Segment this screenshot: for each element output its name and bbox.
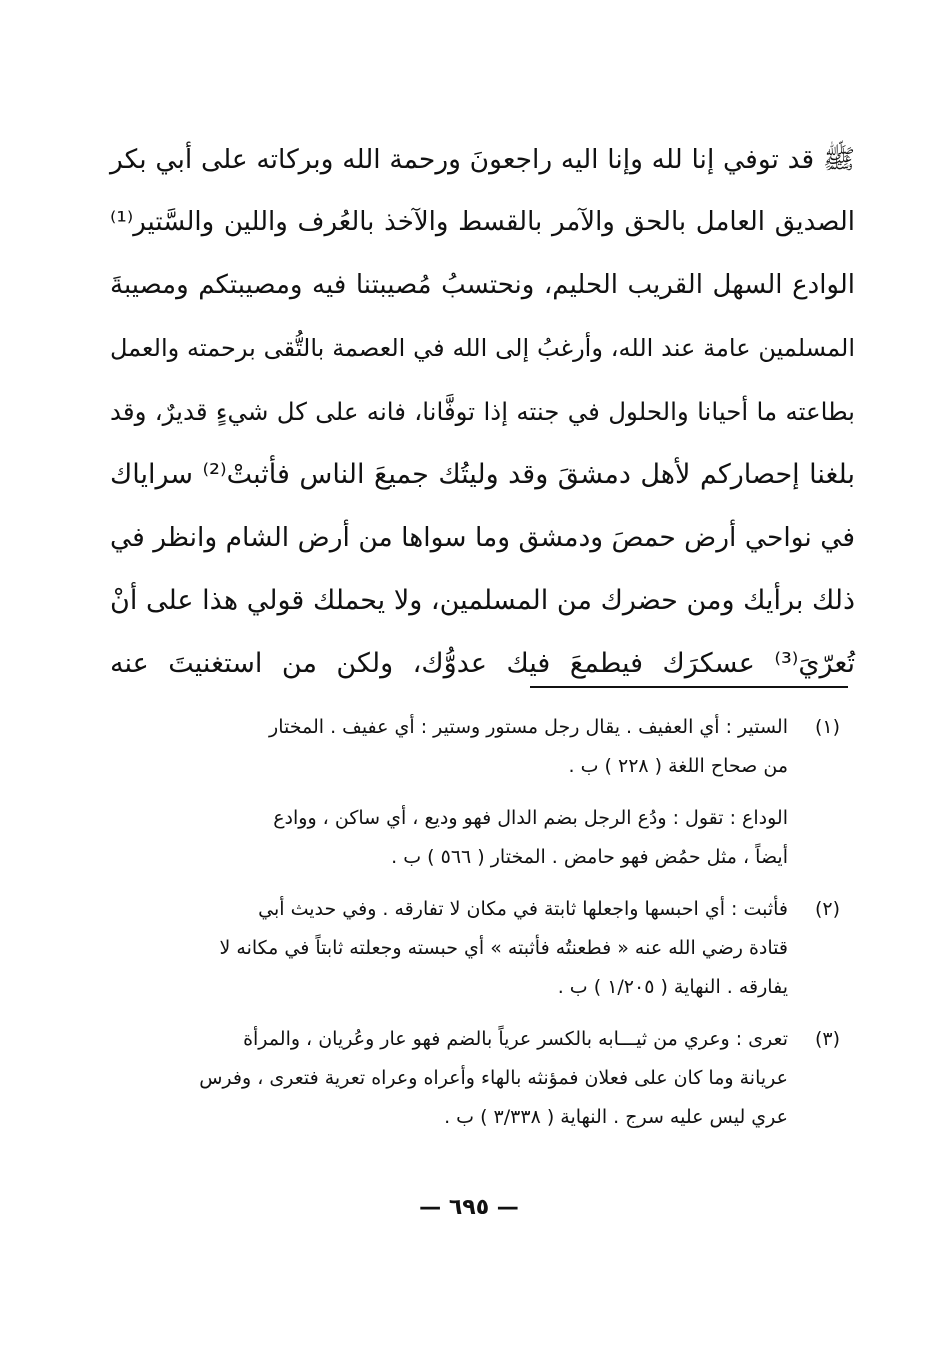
main-text-line: ذلك برأيك ومن حضرك من المسلمين، ولا يحملك قولي هذا على أنْ: [110, 585, 855, 616]
footnote-3: [140, 1020, 840, 1137]
footnote-1-continued: [140, 799, 840, 877]
main-text-line: في نواحي أرض حمصَ ودمشق وما سواها من أرض الشام وانظر في: [110, 522, 855, 553]
footnote-line: عري ليس عليه سرج . النهاية ( ٣/٣٣٨ ) ب .: [444, 1106, 788, 1128]
footnote-1: [140, 708, 840, 786]
main-text-line: بطاعته ما أحيانا والحلول في جنته إذا توفَّانا، فانه على كل شيءٍ قديرٌ، وقد: [110, 397, 855, 426]
footnote-line: قتادة رضي الله عنه « فطعنتُه فأثبته » أي حبسته وجعلته ثابتاً في مكانه لا: [219, 937, 788, 959]
footnotes-section: [140, 708, 840, 1150]
main-text-body: [110, 128, 855, 695]
main-text-line: ﷺ قد توفي إنا لله وإنا اليه راجعونَ ورحمة الله وبركاته على أبي بكر: [110, 144, 855, 175]
footnote-line: من صحاح اللغة ( ٢٢٨ ) ب .: [568, 755, 788, 777]
footnote-marker: (١): [814, 716, 840, 738]
footnote-line: يفارقه . النهاية ( ١/٢٠٥ ) ب .: [557, 976, 788, 998]
footnote-line: تعرى : وعري من ثيـــابه بالكسر عرياً بالضم فهو عار وعُريان ، والمرأة: [243, 1028, 788, 1050]
main-text-line: تُعرّيَ⁽³⁾ عسكرَك فيطمعَ فيك عدوُّك، ولكن من استغنيتَ عنه: [110, 648, 855, 679]
page-number: — ٦٩٥ —: [419, 1195, 519, 1220]
footnote-line: الوداع : تقول : ودُع الرجل بضم الدال فهو وديع ، أي ساكن ، ووادع: [273, 807, 788, 829]
main-text-line: المسلمين عامة عند الله، وأرغبُ إلى الله في العصمة بالتُّقى برحمته والعمل: [110, 334, 855, 362]
footnote-separator: [530, 686, 848, 688]
footnote-2: [140, 890, 840, 1007]
footnote-body: [140, 708, 788, 786]
footnote-line: فأثبت : أي احبسها واجعلها ثابتة في مكان لا تفارقه . وفي حديث أبي: [258, 898, 788, 920]
main-text-line: الصديق العامل بالحق والآمر بالقسط والآخذ بالعُرف واللين والسَّتير⁽¹⁾: [110, 207, 855, 237]
footnote-line: أيضاً ، مثل حمُض فهو حامض . المختار ( ٥٦٦ ) ب .: [391, 846, 788, 868]
footnote-line: الستير : أي العفيف . يقال رجل مستور وستير : أي عفيف . المختار: [269, 716, 788, 738]
footnote-line: عريانة وما كان على فعلان فمؤنثه بالهاء وأعراه وعراه تعرية فتعرى ، وفرس: [199, 1067, 788, 1089]
main-text-line: الوادع السهل القريب الحليم، ونحتسبُ مُصيبتنا فيه ومصيبتكم ومصيبةَ: [110, 270, 855, 300]
main-text-line: بلغنا إحصاركم لأهل دمشقَ وقد وليتُك جميعَ الناس فأثبتْ⁽²⁾ سراياك: [110, 459, 855, 490]
footnote-body: [140, 1020, 788, 1137]
footnote-marker: (٢): [814, 898, 840, 920]
footnote-marker: (٣): [814, 1028, 840, 1050]
footnote-body: [140, 890, 788, 1007]
